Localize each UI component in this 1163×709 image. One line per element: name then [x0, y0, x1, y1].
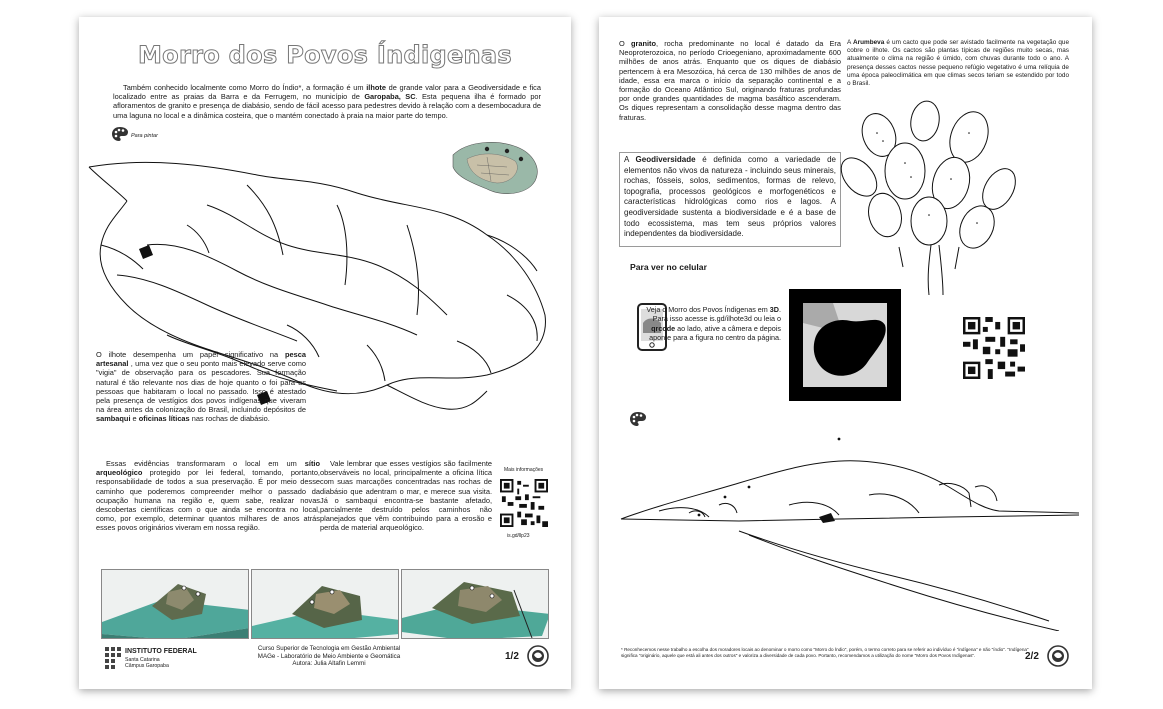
footer-author: Autora: Julia Altafin Lemmi [292, 660, 366, 668]
cactus-paragraph: A Arumbeva é um cacto que pode ser avistado facilmente na vegetação que cobre o ilhote. Os cactos são plantas típicas de regiões muito secas, mas atualmente o clima na região é úmido, com chuvas durante todo o ano. A presença desses cactos nesse pequeno refúgio vegetativo é uma relíquia de uma época paleoclimática em que climas secos teriam se estendido por todo o Brasil. [847, 39, 1070, 88]
aerial-view-3 [401, 569, 549, 639]
footnote: * Reconhecemos nesse trabalho a escolha dos moradores locais ao denominar o morro como "Morro do Índio", porém, o termo correto para se referir ao indivíduo é "indígena" e não "índio". "Indígena" significa "originário, aquele que está ali antes dos outros" e valoriza a diversidade de cada povo. Portanto, recomendamos a utilização do nome "Morro dos Povos Indígenas". [621, 647, 1029, 659]
mage-logo-icon [1047, 645, 1069, 667]
institute-campus: Câmpus Garopaba [125, 663, 169, 669]
archaeological-paragraph: Essas evidências transformaram o local em um sítio arqueológico protegido por lei federal, tornando, portanto, responsabilidade de todos a sua preservação. É por meio desse caminho que poderemos compreender melhor o passado da ocupação humana na região e, quem sabe, realizar novas descobertas científicas com o que ainda se encontra no local, como, por exemplo, determinar quantos milhares de anos atrás esses povos originários viveram em nossa região. [96, 459, 320, 533]
page-1 [79, 17, 571, 689]
page-number: 1/2 [505, 651, 519, 662]
qr-code-icon[interactable] [500, 479, 548, 527]
page-2 [599, 17, 1092, 689]
footer-course: Curso Superior de Tecnologia em Gestão Ambiental [257, 645, 401, 652]
phone-section-title: Para ver no celular [630, 262, 707, 272]
paint-hint [111, 126, 171, 144]
fishing-paragraph: O ilhote desempenha um papel significativo na pesca artesanal , uma vez que o seu ponto mais elevado serve como "vigia" de observação para os pescadores. Sua formação natural é tão relevante nos dias de hoje quanto o foi para as pessoas que habitaram o local no passado. Isso é atestado pela presença de vestígios dos povos indígenas que viveram na área antes da colonização do Brasil, incluindo depósitos de sambaqui e oficinas líticas nas rochas de diabásio. [96, 350, 306, 424]
page-number: 2/2 [1025, 651, 1039, 662]
geodiversity-paragraph: A Geodiversidade é definida como a variedade de elementos não vivos da natureza - incluindo seus minerais, rochas, fósseis, solos, sedimentos, formas de relevo, topografia, processos geológicos e morfogenéticos e características hidrológicas como rios e lagos. A geodiversidade sustenta a biodiversidade e é a base de todo ecossistema, mas tem seus próprios valores independentes da biodiversidade. [624, 155, 836, 239]
footer-credits [229, 645, 429, 668]
institute-logo [105, 647, 235, 673]
institute-logo-icon [105, 647, 121, 669]
remains-paragraph: Vale lembrar que esses vestígios são facilmente observáveis no local, principalmente a oficina lítica com suas marcações concentradas nas rochas de diabásio que adentram o mar, e merece sua visita. Já o sambaqui encontra-se bastante afetado, parcialmente destruído pelos caminhos não planejados que vêm contribuindo para a erosão e perda de material arqueológico. [320, 459, 492, 533]
aerial-view-1 [101, 569, 249, 639]
qr-code-3d-icon[interactable] [963, 317, 1025, 379]
paint-label: Para pintar [131, 133, 158, 139]
short-url[interactable]: is.gd/llp23 [507, 533, 530, 539]
institute-name: INSTITUTO FEDERAL [125, 648, 197, 655]
palette-icon [111, 126, 129, 142]
landscape-profile-drawing [619, 435, 1079, 631]
footer-lab: MAGe - Laboratório de Meio Ambiente e Geomática [257, 652, 401, 660]
mage-logo-icon [527, 645, 549, 667]
intro-paragraph: Também conhecido localmente como Morro do Índio*, a formação é um ilhote de grande valor para a Geodiversidade e fica localizado entre as praias da Barra e da Ferrugem, no município de Garopaba, SC. Esta pequena ilha é formado por afloramentos de granito e presença de diabásio, sendo de fácil acesso para pedestres devido à relação com a desembocadura de uma laguna no local e a dinâmica costeira, que o mantém conectado à praia na maior parte do tempo. [113, 83, 542, 120]
phone-instructions: Veja o Morro dos Povos Índigenas em 3D. Para isso acesse is.gd/ilhote3d ou leia o qrcode ao lado, ative a câmera e depois aponte para a figura no centro da página. [646, 305, 781, 343]
cactus-drawing [839, 97, 1029, 297]
geodiversity-box [619, 152, 841, 247]
institute-state: Santa Catarina [125, 657, 160, 663]
aerial-view-2 [251, 569, 399, 639]
ar-marker-image[interactable] [789, 289, 901, 401]
palette-icon [629, 411, 647, 427]
more-info-label: Mais informações [504, 467, 544, 473]
page-title: Morro dos Povos Índigenas [138, 41, 512, 69]
granite-paragraph: O granito, rocha predominante no local é datado da Era Neoproterozoica, no período Crioegeniano, aproximadamente 600 milhões de anos atrás. Enquanto que os diques de diabásio pertencem à era Mesozóica, há cerca de 130 milhões de anos de idade, essa era marca o início da separação continental e a formação do Oceano Atlântico Sul, originando fraturas profundas por onde grandes quantidades de magma basáltico ascenderam. Os diques representam a consolidação desse magma dentro das fraturas. [619, 39, 841, 122]
